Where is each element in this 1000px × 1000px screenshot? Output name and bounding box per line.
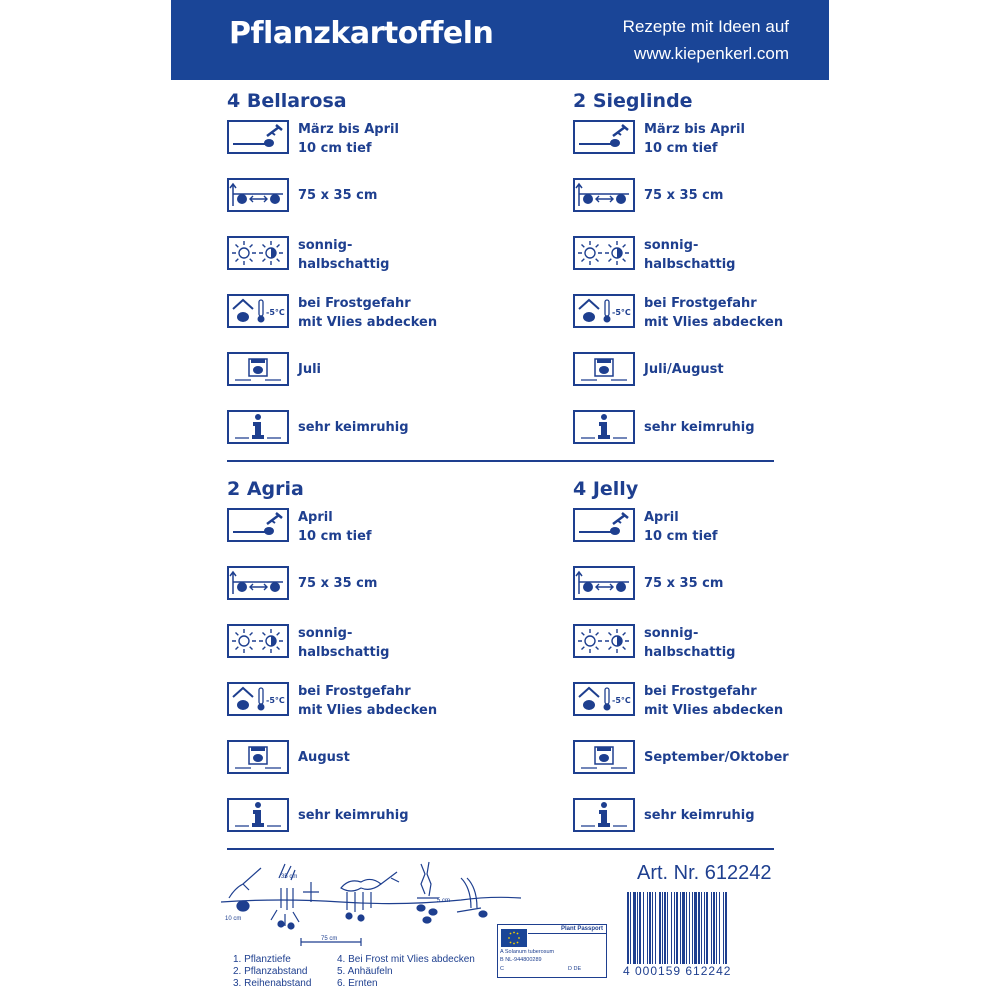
- care-row: [227, 410, 527, 450]
- frost-protection-icon: [227, 294, 289, 328]
- planting-icon: [573, 120, 635, 154]
- care-text: Juli/August: [644, 362, 724, 377]
- care-text: März bis April 10 cm tief: [644, 122, 745, 156]
- article-number: Art. Nr. 612242: [637, 862, 772, 884]
- passport-c: C: [500, 966, 504, 972]
- svg-text:-5°C: -5°C: [612, 696, 631, 705]
- care-text: 75 x 35 cm: [644, 576, 724, 591]
- care-text: sehr keimruhig: [298, 420, 409, 435]
- care-row: [227, 120, 527, 160]
- planting-icon: [227, 120, 289, 154]
- info-icon: [573, 798, 635, 832]
- harvest-icon: [227, 352, 289, 386]
- care-row: [227, 624, 527, 664]
- sun-halfshade-icon: [573, 624, 635, 658]
- spacing-icon: [227, 178, 289, 212]
- care-text: bei Frostgefahr mit Vlies abdecken: [298, 684, 438, 718]
- care-row: [573, 236, 873, 276]
- care-text: 75 x 35 cm: [644, 188, 724, 203]
- care-row: [227, 178, 527, 218]
- passport-d: D DE: [568, 966, 582, 972]
- care-text: Juli: [298, 362, 322, 377]
- frost-protection-icon: [227, 682, 289, 716]
- step-item: 3. Reihenabstand: [233, 978, 312, 989]
- frost-protection-icon: [573, 682, 635, 716]
- page-title: Pflanzkartoffeln: [229, 16, 494, 51]
- harvest-icon: [573, 352, 635, 386]
- recipes-tagline: Rezepte mit Ideen auf: [622, 17, 789, 36]
- sun-halfshade-icon: [227, 236, 289, 270]
- passport-b: B NL-944800289: [500, 957, 542, 963]
- care-row: [573, 294, 873, 334]
- care-row: [227, 352, 527, 392]
- step-item: 1. Pflanztiefe: [233, 954, 291, 965]
- info-icon: [227, 410, 289, 444]
- passport-a: A Solanum tuberosum: [500, 949, 555, 955]
- step-item: 6. Ernten: [337, 978, 378, 989]
- care-text: sonnig- halbschattig: [298, 238, 390, 272]
- care-row: [573, 178, 873, 218]
- section-divider: [227, 460, 774, 462]
- care-text: 75 x 35 cm: [298, 576, 378, 591]
- hill-label: 5 cm: [437, 898, 451, 904]
- website-link[interactable]: www.kiepenkerl.com: [634, 44, 789, 63]
- care-text: April 10 cm tief: [644, 510, 718, 544]
- care-text: sehr keimruhig: [298, 808, 409, 823]
- row-label: 75 cm: [321, 936, 338, 942]
- care-row: [227, 740, 527, 780]
- care-text: September/Oktober: [644, 750, 789, 765]
- care-text: bei Frostgefahr mit Vlies abdecken: [644, 684, 784, 718]
- care-text: sonnig- halbschattig: [644, 626, 736, 660]
- variety-name: 2 Agria: [227, 478, 304, 500]
- care-text: 75 x 35 cm: [298, 188, 378, 203]
- svg-text:-5°C: -5°C: [266, 696, 285, 705]
- planting-steps-illustration: [221, 858, 521, 954]
- depth-label: 10 cm: [225, 916, 242, 922]
- care-row: [573, 410, 873, 450]
- care-text: sehr keimruhig: [644, 808, 755, 823]
- care-row: [227, 798, 527, 838]
- care-text: bei Frostgefahr mit Vlies abdecken: [644, 296, 784, 330]
- sun-halfshade-icon: [573, 236, 635, 270]
- variety-name: 2 Sieglinde: [573, 90, 693, 112]
- care-text: bei Frostgefahr mit Vlies abdecken: [298, 296, 438, 330]
- care-text: sehr keimruhig: [644, 420, 755, 435]
- svg-text:-5°C: -5°C: [612, 308, 631, 317]
- spacing-icon: [573, 178, 635, 212]
- spacing-label: 35 cm: [281, 874, 298, 880]
- footer-divider: [227, 848, 774, 850]
- sun-halfshade-icon: [227, 624, 289, 658]
- harvest-icon: [573, 740, 635, 774]
- spacing-icon: [573, 566, 635, 600]
- variety-name: 4 Jelly: [573, 478, 639, 500]
- care-row: [573, 798, 873, 838]
- care-row: [227, 294, 527, 334]
- plant-passport: [497, 924, 607, 978]
- step-item: 5. Anhäufeln: [337, 966, 393, 977]
- care-row: [573, 740, 873, 780]
- barcode-number: 4 000159 612242: [623, 964, 732, 978]
- step-item: 2. Pflanzabstand: [233, 966, 308, 977]
- care-text: sonnig- halbschattig: [644, 238, 736, 272]
- product-label: [171, 0, 829, 1000]
- spacing-icon: [227, 566, 289, 600]
- care-text: August: [298, 750, 350, 765]
- care-row: [227, 682, 527, 722]
- info-icon: [573, 410, 635, 444]
- svg-text:-5°C: -5°C: [266, 308, 285, 317]
- care-text: sonnig- halbschattig: [298, 626, 390, 660]
- care-row: [227, 566, 527, 606]
- step-item: 4. Bei Frost mit Vlies abdecken: [337, 954, 475, 965]
- care-row: [573, 566, 873, 606]
- care-row: [573, 624, 873, 664]
- care-row: [573, 682, 873, 722]
- header-bar: [171, 0, 829, 80]
- variety-name: 4 Bellarosa: [227, 90, 347, 112]
- care-text: April 10 cm tief: [298, 510, 372, 544]
- eu-flag-icon: [501, 929, 527, 947]
- care-text: März bis April 10 cm tief: [298, 122, 399, 156]
- care-row: [573, 120, 873, 160]
- care-row: [227, 236, 527, 276]
- care-row: [573, 508, 873, 548]
- harvest-icon: [227, 740, 289, 774]
- plant-passport-title: Plant Passport: [560, 926, 603, 932]
- info-icon: [227, 798, 289, 832]
- frost-protection-icon: [573, 294, 635, 328]
- planting-icon: [227, 508, 289, 542]
- care-row: [573, 352, 873, 392]
- care-row: [227, 508, 527, 548]
- planting-icon: [573, 508, 635, 542]
